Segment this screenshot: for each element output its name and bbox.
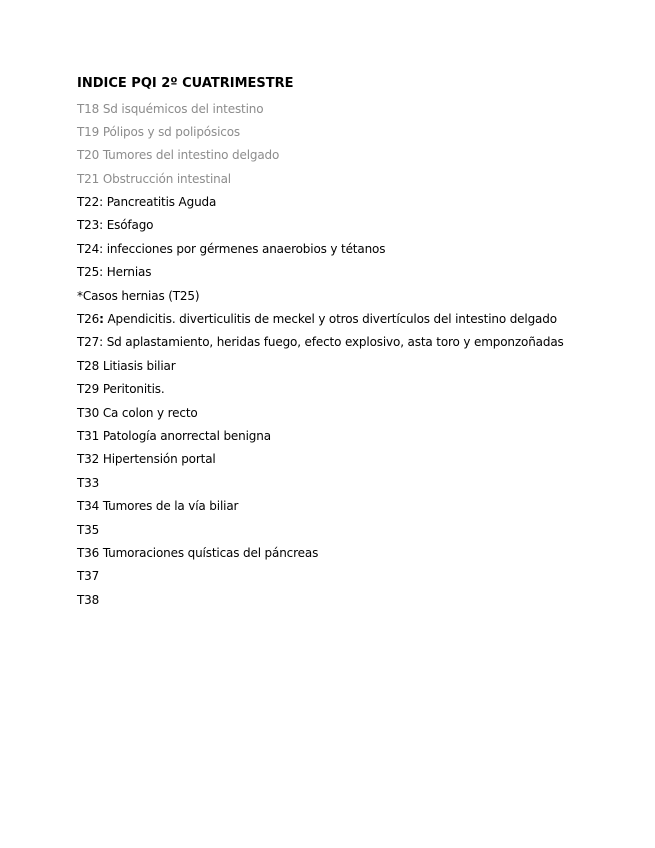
entry-code: T26 <box>77 312 100 327</box>
index-entry-t29: T29 Peritonitis. <box>77 382 165 397</box>
index-list <box>77 98 637 613</box>
index-entry-t28: T28 Litiasis biliar <box>77 358 176 373</box>
index-entry-t25: T25: Hernias <box>77 265 152 280</box>
index-entry-t33: T33 <box>77 475 100 490</box>
index-entry-t22: T22: Pancreatitis Aguda <box>77 195 217 210</box>
index-entry-t34: T34 Tumores de la vía biliar <box>77 499 239 514</box>
index-entry-t18: T18 Sd isquémicos del intestino <box>77 101 264 116</box>
index-entry-t24: T24: infecciones por gérmenes anaerobios y tétanos <box>77 241 386 256</box>
index-entry-t37: T37 <box>77 569 100 584</box>
index-entry-t19: T19 Pólipos y sd polipósicos <box>77 124 241 139</box>
document-title: INDICE PQI 2º CUATRIMESTRE <box>77 76 294 91</box>
index-entry-t30: T30 Ca colon y recto <box>77 405 198 420</box>
index-entry-t35: T35 <box>77 522 100 537</box>
entry-description: Apendicitis. diverticulitis de meckel y otros divertículos del intestino delgado <box>103 312 557 327</box>
index-entry-t32: T32 Hipertensión portal <box>77 452 216 467</box>
index-entry-t20: T20 Tumores del intestino delgado <box>77 148 280 163</box>
index-entry-casos-hernias: *Casos hernias (T25) <box>77 288 200 303</box>
index-entry-t21: T21 Obstrucción intestinal <box>77 171 231 186</box>
index-entry-t38: T38 <box>77 592 100 607</box>
index-entry-t27: T27: Sd aplastamiento, heridas fuego, efecto explosivo, asta toro y emponzoñadas <box>77 335 564 350</box>
index-entry-t26 <box>77 308 637 331</box>
document-page <box>77 74 637 612</box>
index-entry-t36: T36 Tumoraciones quísticas del páncreas <box>77 545 319 560</box>
entry-separator: : <box>99 312 104 327</box>
index-entry-t31: T31 Patología anorrectal benigna <box>77 428 271 443</box>
index-entry-t23: T23: Esófago <box>77 218 154 233</box>
